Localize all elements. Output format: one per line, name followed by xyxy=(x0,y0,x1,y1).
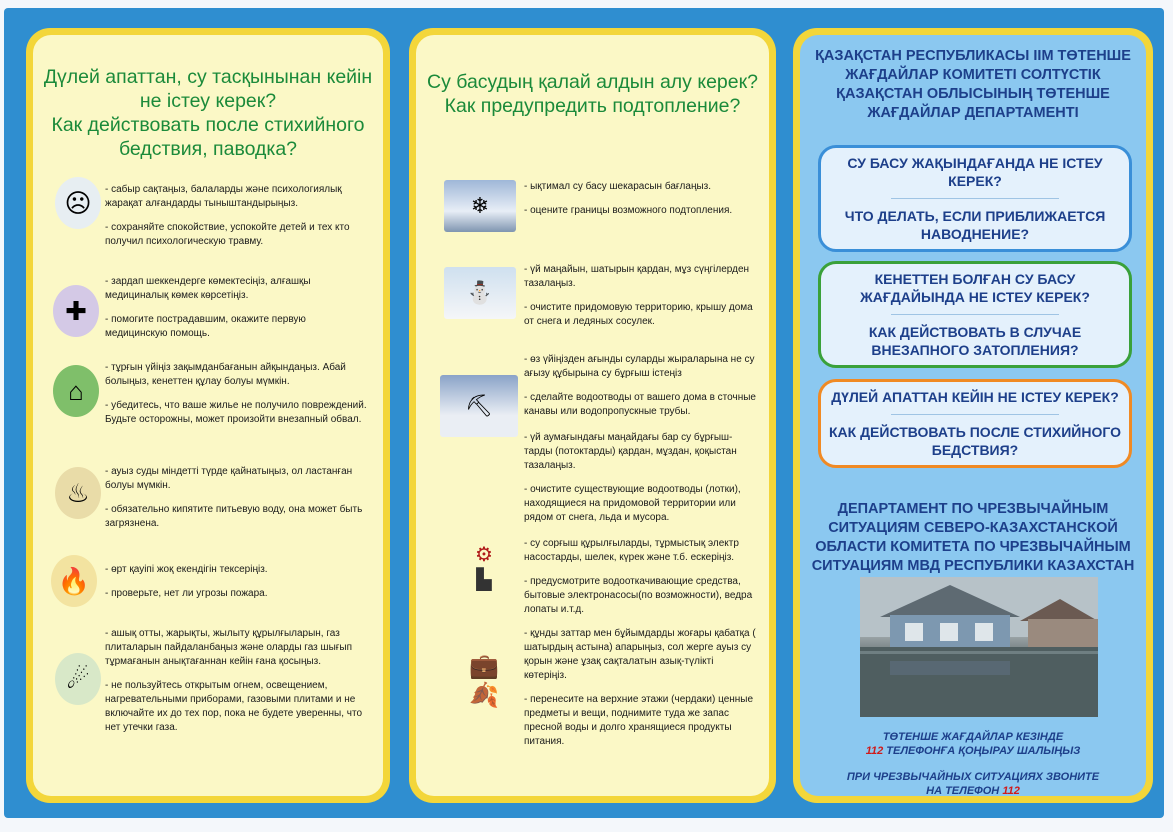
list-item xyxy=(105,183,371,259)
item-kz: - өрт қауіпі жоқ екендігін тексеріңіз. xyxy=(105,564,268,575)
box2-ru: КАК ДЕЙСТВОВАТЬ В СЛУЧАЕ ВНЕЗАПНОГО ЗАТОПЛЕНИЯ? xyxy=(868,324,1082,358)
item-ru: - оцените границы возможного подтопления. xyxy=(524,205,733,216)
list-item xyxy=(105,627,371,745)
box1-ru: ЧТО ДЕЛАТЬ, ЕСЛИ ПРИБЛИЖАЕТСЯ НАВОДНЕНИЕ? xyxy=(844,208,1106,242)
panel2-title-ru: Как предупредить подтопление? xyxy=(444,95,741,117)
item-kz: - сабыр сақтаңыз, балаларды және психологиялық жарақат алғандарды тыныштандырыңыз. xyxy=(105,184,342,209)
damaged-house-icon: ⌂ xyxy=(53,365,99,417)
item-kz: - үй аумағындағы маңайдағы бар су бұрғыш-тарды (потоктарды) қардан, мұздан, қоқыстан тазалаңыз. xyxy=(524,432,737,471)
contact-kz-line1: ТӨТЕНШЕ ЖАҒДАЙЛАР КЕЗІНДЕ xyxy=(882,731,1064,743)
gas-stove-icon: ☄ xyxy=(55,653,101,705)
panel1-title-ru: Как действовать после стихийного бедствия, паводка? xyxy=(51,114,365,160)
question-box-approaching-flood xyxy=(818,145,1132,252)
divider xyxy=(891,198,1059,199)
emergency-number: 112 xyxy=(1002,785,1020,796)
item-ru: - не пользуйтесь открытым огнем, освещением, нагревательными приборами, газовыми плитами и не включайте их до тех пор, пока не будете уверенны, что нет утечки газа. xyxy=(105,680,363,733)
suitcase-icon: 💼 🍂 xyxy=(469,653,499,709)
list-item xyxy=(105,563,371,611)
item-ru: - предусмотрите водооткачивающие средства, бытовые электронасосы(по возможности), ведра лопаты и.т.д. xyxy=(524,576,753,615)
panel1-title xyxy=(43,65,373,161)
list-item xyxy=(524,627,757,759)
panel-cover xyxy=(793,28,1153,803)
list-item xyxy=(105,465,371,541)
shovel-worker-icon: ⛏ xyxy=(440,375,518,437)
brochure-sheet xyxy=(4,8,1164,818)
question-box-sudden-flooding xyxy=(818,261,1132,368)
panel1-title-kz: Дүлей апаттан, су тасқынынан кейін не істеу керек? xyxy=(43,66,373,112)
flooded-house-icon xyxy=(860,577,1098,717)
box2-kz: КЕНЕТТЕН БОЛҒАН СУ БАСУ ЖАҒДАЙЫНДА НЕ ІСТЕУ КЕРЕК? xyxy=(860,271,1090,305)
item-ru: - обязательно кипятите питьевую воду, она может быть загрязнена. xyxy=(105,504,363,529)
list-item xyxy=(524,180,757,228)
ministry-header: ҚАЗАҚСТАН РЕСПУБЛИКАСЫ ІІМ ТӨТЕНШЕ ЖАҒДАЙЛАР КОМИТЕТІ СОЛТҮСТІК ҚАЗАҚСТАН ОБЛЫСЫНЫҢ ТӨТЕНШЕ ЖАҒДАЙЛАР ДЕПАРТАМЕНТІ xyxy=(815,48,1131,121)
water-pump-icon: ⚙ ▙ xyxy=(475,544,493,591)
box3-kz: ДҮЛЕЙ АПАТТАН КЕЙІН НЕ ІСТЕУ КЕРЕК? xyxy=(831,389,1119,405)
list-item xyxy=(105,275,371,351)
question-box-after-disaster xyxy=(818,379,1132,468)
emergency-number: 112 xyxy=(865,745,884,757)
panel2-title xyxy=(426,70,759,118)
contact-kz xyxy=(808,730,1138,758)
contact-ru xyxy=(808,770,1138,796)
flooded-house-photo xyxy=(860,577,1098,717)
item-kz: - құнды заттар мен бұйымдарды жоғары қабатқа ( шатырдың астына) апарыңыз, сол жерге ауыз су қорын және ұзақ сақталатын азық-түлікті көтеріңіз. xyxy=(524,628,756,681)
distressed-person-icon: ☹ xyxy=(55,177,101,229)
contact-kz-line2 xyxy=(808,744,1138,758)
panel-prevent-flooding xyxy=(409,28,776,803)
list-item xyxy=(524,537,757,627)
item-kz: - тұрғын үйіңіз зақымданбағанын айқындаңыз. Абай болыңыз, кенеттен құлау болуы мүмкін. xyxy=(105,362,346,387)
item-kz: - өз үйіңізден ағынды суларды жыраларына не су ағызу құбырына су бұрғыш істеңіз xyxy=(524,354,755,379)
item-kz: - зардап шеккендерге көмектесіңіз, алғашқы медициналық көмек көрсетіңіз. xyxy=(105,276,311,301)
contact-ru-line2 xyxy=(808,784,1138,796)
divider xyxy=(891,314,1059,315)
list-item xyxy=(524,353,757,429)
item-ru: - проверьте, нет ли угрозы пожара. xyxy=(105,588,268,599)
panel-after-disaster xyxy=(26,28,390,803)
item-kz: - ауыз суды міндетті түрде қайнатыңыз, ол ластанған болуы мүмкін. xyxy=(105,466,353,491)
item-ru: - очистите придомовую территорию, крышу дома от снега и ледяных сосулек. xyxy=(524,302,753,327)
panel2-title-kz: Су басудың қалай алдын алу керек? xyxy=(426,71,758,93)
item-kz: - ықтимал су басу шекарасын бағлаңыз. xyxy=(524,181,712,192)
box1-kz: СУ БАСУ ЖАҚЫНДАҒАНДА НЕ ІСТЕУ КЕРЕК? xyxy=(847,155,1103,189)
first-aid-icon: ✚ xyxy=(53,285,99,337)
contact-ru-text: НА ТЕЛЕФОН xyxy=(926,785,1000,796)
item-kz: - үй маңайын, шатырын қардан, мұз сүңгілерден тазалаңыз. xyxy=(524,264,750,289)
divider xyxy=(891,414,1059,415)
snow-clearing-icon: ⛄ xyxy=(444,267,516,319)
item-ru: - сохраняйте спокойствие, успокойте детей и тех кто получил психологическую травму. xyxy=(105,222,350,247)
item-kz: - ашық отты, жарықты, жылыту құрылғыларын, газ плиталарын пайдаланбаңыз және оларды газ шығып тұрмағанын анықтағаннан кейін ғана қосыңыз. xyxy=(105,628,353,667)
contact-kz-text: ТЕЛЕФОНҒА ҚОҢЫРАУ ШАЛЫҢЫЗ xyxy=(886,745,1081,757)
item-ru: - очистите существующие водоотводы (лотки), находящиеся на придомовой территории или рядом от снега, льда и мусора. xyxy=(524,484,741,523)
winter-river-icon: ❄ xyxy=(444,180,516,232)
contact-ru-line1: ПРИ ЧРЕЗВЫЧАЙНЫХ СИТУАЦИЯХ ЗВОНИТЕ xyxy=(846,771,1100,783)
house-fire-icon: 🔥 xyxy=(51,555,97,607)
list-item xyxy=(524,263,757,339)
boiling-pot-icon: ♨ xyxy=(55,467,101,519)
item-ru: - убедитесь, что ваше жилье не получило повреждений. Будьте осторожны, может произойти внезапный обвал. xyxy=(105,400,367,425)
box3-ru: КАК ДЕЙСТВОВАТЬ ПОСЛЕ СТИХИЙНОГО БЕДСТВИЯ? xyxy=(828,424,1121,458)
item-kz: - су сорғыш құрылғыларды, тұрмыстық электр насостарды, шелек, күрек және т.б. ескеріңіз. xyxy=(524,538,739,563)
item-ru: - помогите пострадавшим, окажите первую медицинскую помощь. xyxy=(105,314,306,339)
list-item xyxy=(105,361,371,437)
item-ru: - сделайте водоотводы от вашего дома в сточные канавы или водопропускные трубы. xyxy=(524,392,756,417)
item-ru: - перенесите на верхние этажи (чердаки) ценные предметы и вещи, поднимите туда же запас пресной воды и долго хранящиеся продукты питания. xyxy=(524,694,754,747)
department-name: ДЕПАРТАМЕНТ ПО ЧРЕЗВЫЧАЙНЫМ СИТУАЦИЯМ СЕВЕРО-КАЗАХСТАНСКОЙ ОБЛАСТИ КОМИТЕТА ПО ЧРЕЗВЫЧАЙНЫМ СИТУАЦИЯМ МВД РЕСПУБЛИКИ КАЗАХСТАН xyxy=(811,501,1135,574)
list-item xyxy=(524,431,757,535)
